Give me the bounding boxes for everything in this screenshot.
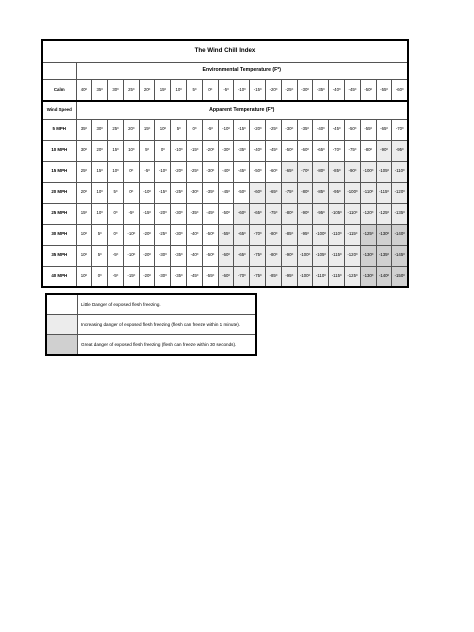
apparent-temperature-cell: -110º: [392, 161, 408, 182]
apparent-temperature-cell: -120º: [360, 203, 376, 224]
wind-speed-cell: 20 MPH: [42, 182, 76, 203]
apparent-temperature-cell: -85º: [313, 182, 329, 203]
wind-speed-row: [42, 203, 408, 224]
wind-speed-cell: 10 MPH: [42, 140, 76, 161]
apparent-temperature-cell: -100º: [297, 266, 313, 287]
apparent-temperature-cell: -10º: [123, 224, 139, 245]
apparent-temperature-cell: -110º: [345, 203, 361, 224]
apparent-temperature-cell: 0º: [123, 161, 139, 182]
apparent-temperature-cell: -45º: [187, 266, 203, 287]
apparent-temperature-cell: -100º: [345, 182, 361, 203]
apparent-temperature-cell: 20º: [92, 140, 108, 161]
apparent-temperature-cell: -50º: [250, 161, 266, 182]
apparent-temperature-cell: -45º: [234, 161, 250, 182]
environmental-header: Environmental Temperature (Fº): [76, 62, 408, 79]
apparent-temperature-cell: 15º: [76, 203, 92, 224]
wind-speed-row: [42, 119, 408, 140]
apparent-temperature-cell: -10º: [139, 182, 155, 203]
apparent-temperature-cell: -40º: [313, 119, 329, 140]
wind-speed-cell: 35 MPH: [42, 245, 76, 266]
wind-speed-cell: 25 MPH: [42, 203, 76, 224]
apparent-temperature-cell: -25º: [155, 224, 171, 245]
apparent-temperature-cell: -95º: [297, 224, 313, 245]
header-corner-cell: [42, 62, 76, 79]
apparent-temperature-cell: -90º: [376, 140, 392, 161]
apparent-temperature-cell: -20º: [139, 266, 155, 287]
apparent-temperature-cell: -40º: [187, 224, 203, 245]
apparent-temperature-cell: -95º: [329, 182, 345, 203]
apparent-temperature-cell: -145º: [392, 245, 408, 266]
apparent-temperature-cell: -20º: [202, 140, 218, 161]
apparent-temperature-cell: 15º: [108, 140, 124, 161]
apparent-temperature-cell: -5º: [108, 245, 124, 266]
apparent-temperature-cell: -65º: [376, 119, 392, 140]
wind-speed-cell: 5 MPH: [42, 119, 76, 140]
apparent-temperature-cell: 0º: [123, 182, 139, 203]
temperature-header-cell: -25º: [281, 79, 297, 101]
apparent-temperature-cell: -75º: [266, 203, 282, 224]
apparent-temperature-cell: -40º: [218, 161, 234, 182]
apparent-temperature-cell: 5º: [108, 182, 124, 203]
apparent-temperature-cell: -115º: [376, 182, 392, 203]
temperature-header-cell: -10º: [234, 79, 250, 101]
apparent-temperature-cell: -130º: [376, 224, 392, 245]
apparent-temperature-cell: -60º: [218, 266, 234, 287]
apparent-temperature-cell: -100º: [360, 161, 376, 182]
apparent-temperature-cell: -45º: [266, 140, 282, 161]
apparent-temperature-cell: 0º: [155, 140, 171, 161]
temperature-header-cell: -15º: [250, 79, 266, 101]
apparent-temperature-cell: -85º: [281, 224, 297, 245]
apparent-temperature-cell: -85º: [329, 161, 345, 182]
legend-text: Great danger of exposed flesh freezing (flesh can freeze within 30 seconds).: [78, 335, 257, 356]
apparent-temperature-cell: -5º: [108, 266, 124, 287]
apparent-temperature-cell: 35º: [76, 119, 92, 140]
apparent-temperature-cell: -65º: [234, 245, 250, 266]
apparent-temperature-cell: -75º: [250, 245, 266, 266]
apparent-temperature-cell: -100º: [297, 245, 313, 266]
apparent-temperature-cell: 0º: [187, 119, 203, 140]
apparent-temperature-cell: -120º: [392, 182, 408, 203]
apparent-temperature-cell: -45º: [329, 119, 345, 140]
apparent-temperature-cell: -15º: [234, 119, 250, 140]
wind-speed-row: [42, 161, 408, 182]
apparent-temperature-cell: -75º: [345, 140, 361, 161]
wind-speed-row: [42, 245, 408, 266]
wind-speed-row: [42, 182, 408, 203]
apparent-temperature-cell: -50º: [281, 140, 297, 161]
apparent-temperature-cell: -70º: [297, 161, 313, 182]
temperature-header-cell: -45º: [345, 79, 361, 101]
apparent-temperature-cell: 10º: [76, 245, 92, 266]
apparent-temperature-cell: 5º: [92, 224, 108, 245]
apparent-temperature-cell: -50º: [202, 224, 218, 245]
apparent-temperature-cell: -115º: [329, 245, 345, 266]
apparent-temperature-cell: 15º: [92, 161, 108, 182]
apparent-temperature-cell: -80º: [360, 140, 376, 161]
apparent-temperature-cell: -60º: [234, 203, 250, 224]
apparent-temperature-cell: -110º: [329, 224, 345, 245]
temperature-header-cell: -40º: [329, 79, 345, 101]
apparent-temperature-cell: -45º: [202, 203, 218, 224]
apparent-temperature-cell: -40º: [250, 140, 266, 161]
apparent-temperature-cell: -55º: [360, 119, 376, 140]
apparent-temperature-cell: -65º: [234, 224, 250, 245]
legend-row: [46, 294, 256, 315]
apparent-temperature-cell: -80º: [266, 245, 282, 266]
legend-text: Increasing danger of exposed flesh freezing (flesh can freeze within 1 minute).: [78, 315, 257, 335]
apparent-temperature-cell: -20º: [171, 161, 187, 182]
apparent-temperature-cell: 0º: [108, 203, 124, 224]
apparent-temperature-cell: 10º: [76, 266, 92, 287]
wind-speed-row: [42, 266, 408, 287]
apparent-temperature-cell: -10º: [123, 245, 139, 266]
temperature-header-cell: -30º: [297, 79, 313, 101]
apparent-temperature-cell: 0º: [92, 266, 108, 287]
apparent-temperature-cell: -70º: [392, 119, 408, 140]
apparent-temperature-cell: -140º: [392, 224, 408, 245]
apparent-temperature-cell: -35º: [297, 119, 313, 140]
apparent-temperature-cell: -90º: [281, 245, 297, 266]
apparent-temperature-cell: -55º: [202, 266, 218, 287]
temperature-header-cell: -55º: [376, 79, 392, 101]
temperature-header-cell: 15º: [155, 79, 171, 101]
legend-row: [46, 315, 256, 335]
legend-text: Little Danger of exposed flesh freezing.: [78, 294, 257, 315]
temperature-header-cell: 0º: [202, 79, 218, 101]
temperature-header-cell: 10º: [171, 79, 187, 101]
apparent-temperature-cell: -120º: [345, 245, 361, 266]
environmental-header-row: [42, 62, 408, 79]
wind-speed-label: Wind Speed: [42, 101, 76, 119]
wind-speed-row: [42, 140, 408, 161]
apparent-temperature-cell: -30º: [155, 245, 171, 266]
apparent-temperature-cell: -35º: [187, 203, 203, 224]
apparent-temperature-cell: -95º: [392, 140, 408, 161]
wind-speed-cell: 40 MPH: [42, 266, 76, 287]
temperature-header-cell: 20º: [139, 79, 155, 101]
apparent-temperature-cell: 20º: [76, 182, 92, 203]
apparent-temperature-cell: -65º: [266, 182, 282, 203]
wind-speed-row: [42, 224, 408, 245]
apparent-temperature-cell: 10º: [76, 224, 92, 245]
apparent-temperature-cell: -35º: [234, 140, 250, 161]
apparent-temperature-cell: -50º: [218, 203, 234, 224]
apparent-temperature-cell: -125º: [345, 266, 361, 287]
wind-chill-table: [41, 39, 409, 288]
apparent-temperature-cell: -125º: [360, 224, 376, 245]
apparent-temperature-cell: -35º: [202, 182, 218, 203]
apparent-temperature-cell: -30º: [171, 224, 187, 245]
danger-legend: [45, 293, 257, 356]
temperature-header-cell: -35º: [313, 79, 329, 101]
apparent-temperature-cell: -105º: [329, 203, 345, 224]
apparent-temperature-cell: -35º: [171, 266, 187, 287]
apparent-temperature-cell: 30º: [76, 140, 92, 161]
legend-swatch: [46, 315, 78, 335]
legend-swatch: [46, 294, 78, 315]
apparent-temperature-cell: -15º: [155, 182, 171, 203]
calm-temperature-row: [42, 79, 408, 101]
apparent-temperature-cell: -85º: [266, 266, 282, 287]
apparent-temperature-cell: 5º: [171, 119, 187, 140]
apparent-temperature-cell: -30º: [281, 119, 297, 140]
apparent-temperature-cell: -60º: [266, 161, 282, 182]
apparent-temperature-cell: 30º: [92, 119, 108, 140]
apparent-temperature-cell: -25º: [171, 182, 187, 203]
apparent-temperature-cell: -55º: [218, 224, 234, 245]
apparent-temperature-cell: -50º: [234, 182, 250, 203]
apparent-temperature-cell: -30º: [171, 203, 187, 224]
apparent-temperature-cell: -35º: [171, 245, 187, 266]
apparent-temperature-cell: -75º: [281, 182, 297, 203]
apparent-temperature-cell: 25º: [108, 119, 124, 140]
apparent-temperature-cell: 5º: [92, 245, 108, 266]
apparent-temperature-cell: -90º: [297, 203, 313, 224]
apparent-temperature-cell: -70º: [250, 224, 266, 245]
apparent-temperature-cell: -80º: [313, 161, 329, 182]
apparent-temperature-cell: -5º: [139, 161, 155, 182]
apparent-temperature-cell: -150º: [392, 266, 408, 287]
apparent-temperature-cell: -60º: [297, 140, 313, 161]
apparent-temperature-cell: -30º: [202, 161, 218, 182]
apparent-temperature-cell: -65º: [313, 140, 329, 161]
apparent-temperature-cell: -60º: [218, 245, 234, 266]
apparent-temperature-cell: -110º: [313, 266, 329, 287]
apparent-temperature-cell: 5º: [139, 140, 155, 161]
apparent-temperature-cell: 10º: [155, 119, 171, 140]
apparent-temperature-cell: 10º: [123, 140, 139, 161]
temperature-header-cell: -50º: [360, 79, 376, 101]
apparent-temperature-cell: -90º: [345, 161, 361, 182]
temperature-header-cell: -20º: [266, 79, 282, 101]
apparent-temperature-cell: -20º: [155, 203, 171, 224]
apparent-temperature-cell: -5º: [202, 119, 218, 140]
legend-swatch: [46, 335, 78, 356]
apparent-temperature-cell: -25º: [266, 119, 282, 140]
apparent-temperature-cell: -115º: [345, 224, 361, 245]
apparent-temperature-cell: -130º: [360, 245, 376, 266]
wind-speed-cell: 30 MPH: [42, 224, 76, 245]
wind-speed-cell: 15 MPH: [42, 161, 76, 182]
legend-row: [46, 335, 256, 356]
temperature-header-cell: 40º: [76, 79, 92, 101]
temperature-header-cell: 25º: [123, 79, 139, 101]
apparent-temperature-cell: -5º: [123, 203, 139, 224]
apparent-temperature-cell: -20º: [139, 245, 155, 266]
calm-label: Calm: [42, 79, 76, 101]
apparent-temperature-cell: -30º: [218, 140, 234, 161]
apparent-temperature-cell: -25º: [187, 161, 203, 182]
apparent-temperature-cell: -130º: [360, 266, 376, 287]
apparent-temperature-cell: -30º: [155, 266, 171, 287]
temperature-header-cell: -5º: [218, 79, 234, 101]
apparent-temperature-cell: -20º: [250, 119, 266, 140]
apparent-temperature-cell: -100º: [313, 224, 329, 245]
apparent-temperature-cell: -70º: [329, 140, 345, 161]
apparent-temperature-cell: 10º: [108, 161, 124, 182]
apparent-temperature-cell: -15º: [139, 203, 155, 224]
apparent-temperature-cell: -15º: [123, 266, 139, 287]
apparent-header: Apparent Temperature (Fº): [76, 101, 408, 119]
apparent-temperature-cell: -65º: [281, 161, 297, 182]
temperature-header-cell: 30º: [108, 79, 124, 101]
apparent-temperature-cell: -80º: [266, 224, 282, 245]
apparent-temperature-cell: 0º: [108, 224, 124, 245]
apparent-temperature-cell: -10º: [171, 140, 187, 161]
apparent-temperature-cell: 10º: [92, 203, 108, 224]
apparent-temperature-cell: -40º: [187, 245, 203, 266]
apparent-temperature-cell: -10º: [218, 119, 234, 140]
apparent-temperature-cell: -30º: [187, 182, 203, 203]
apparent-temperature-cell: -105º: [376, 161, 392, 182]
apparent-temperature-cell: -45º: [218, 182, 234, 203]
apparent-temperature-cell: 20º: [123, 119, 139, 140]
apparent-temperature-cell: -105º: [313, 245, 329, 266]
apparent-temperature-cell: -70º: [234, 266, 250, 287]
apparent-temperature-cell: -10º: [155, 161, 171, 182]
table-title: The Wind Chill Index: [42, 40, 408, 62]
apparent-temperature-cell: -135º: [392, 203, 408, 224]
apparent-temperature-cell: -95º: [281, 266, 297, 287]
apparent-temperature-cell: -20º: [139, 224, 155, 245]
temperature-header-cell: -60º: [392, 79, 408, 101]
apparent-temperature-cell: -110º: [360, 182, 376, 203]
title-row: [42, 40, 408, 62]
apparent-temperature-cell: -140º: [376, 266, 392, 287]
apparent-temperature-cell: -95º: [313, 203, 329, 224]
apparent-temperature-cell: -135º: [376, 245, 392, 266]
apparent-temperature-cell: -50º: [345, 119, 361, 140]
temperature-header-cell: 35º: [92, 79, 108, 101]
apparent-temperature-cell: 15º: [139, 119, 155, 140]
apparent-temperature-cell: -80º: [281, 203, 297, 224]
apparent-temperature-cell: 10º: [92, 182, 108, 203]
apparent-temperature-cell: -80º: [297, 182, 313, 203]
apparent-temperature-cell: -50º: [202, 245, 218, 266]
apparent-temperature-cell: -115º: [329, 266, 345, 287]
apparent-temperature-cell: -15º: [187, 140, 203, 161]
apparent-temperature-cell: -65º: [250, 203, 266, 224]
temperature-header-cell: 5º: [187, 79, 203, 101]
apparent-temperature-cell: -60º: [250, 182, 266, 203]
apparent-temperature-cell: -125º: [376, 203, 392, 224]
apparent-temperature-cell: 25º: [76, 161, 92, 182]
apparent-header-row: [42, 101, 408, 119]
apparent-temperature-cell: -75º: [250, 266, 266, 287]
